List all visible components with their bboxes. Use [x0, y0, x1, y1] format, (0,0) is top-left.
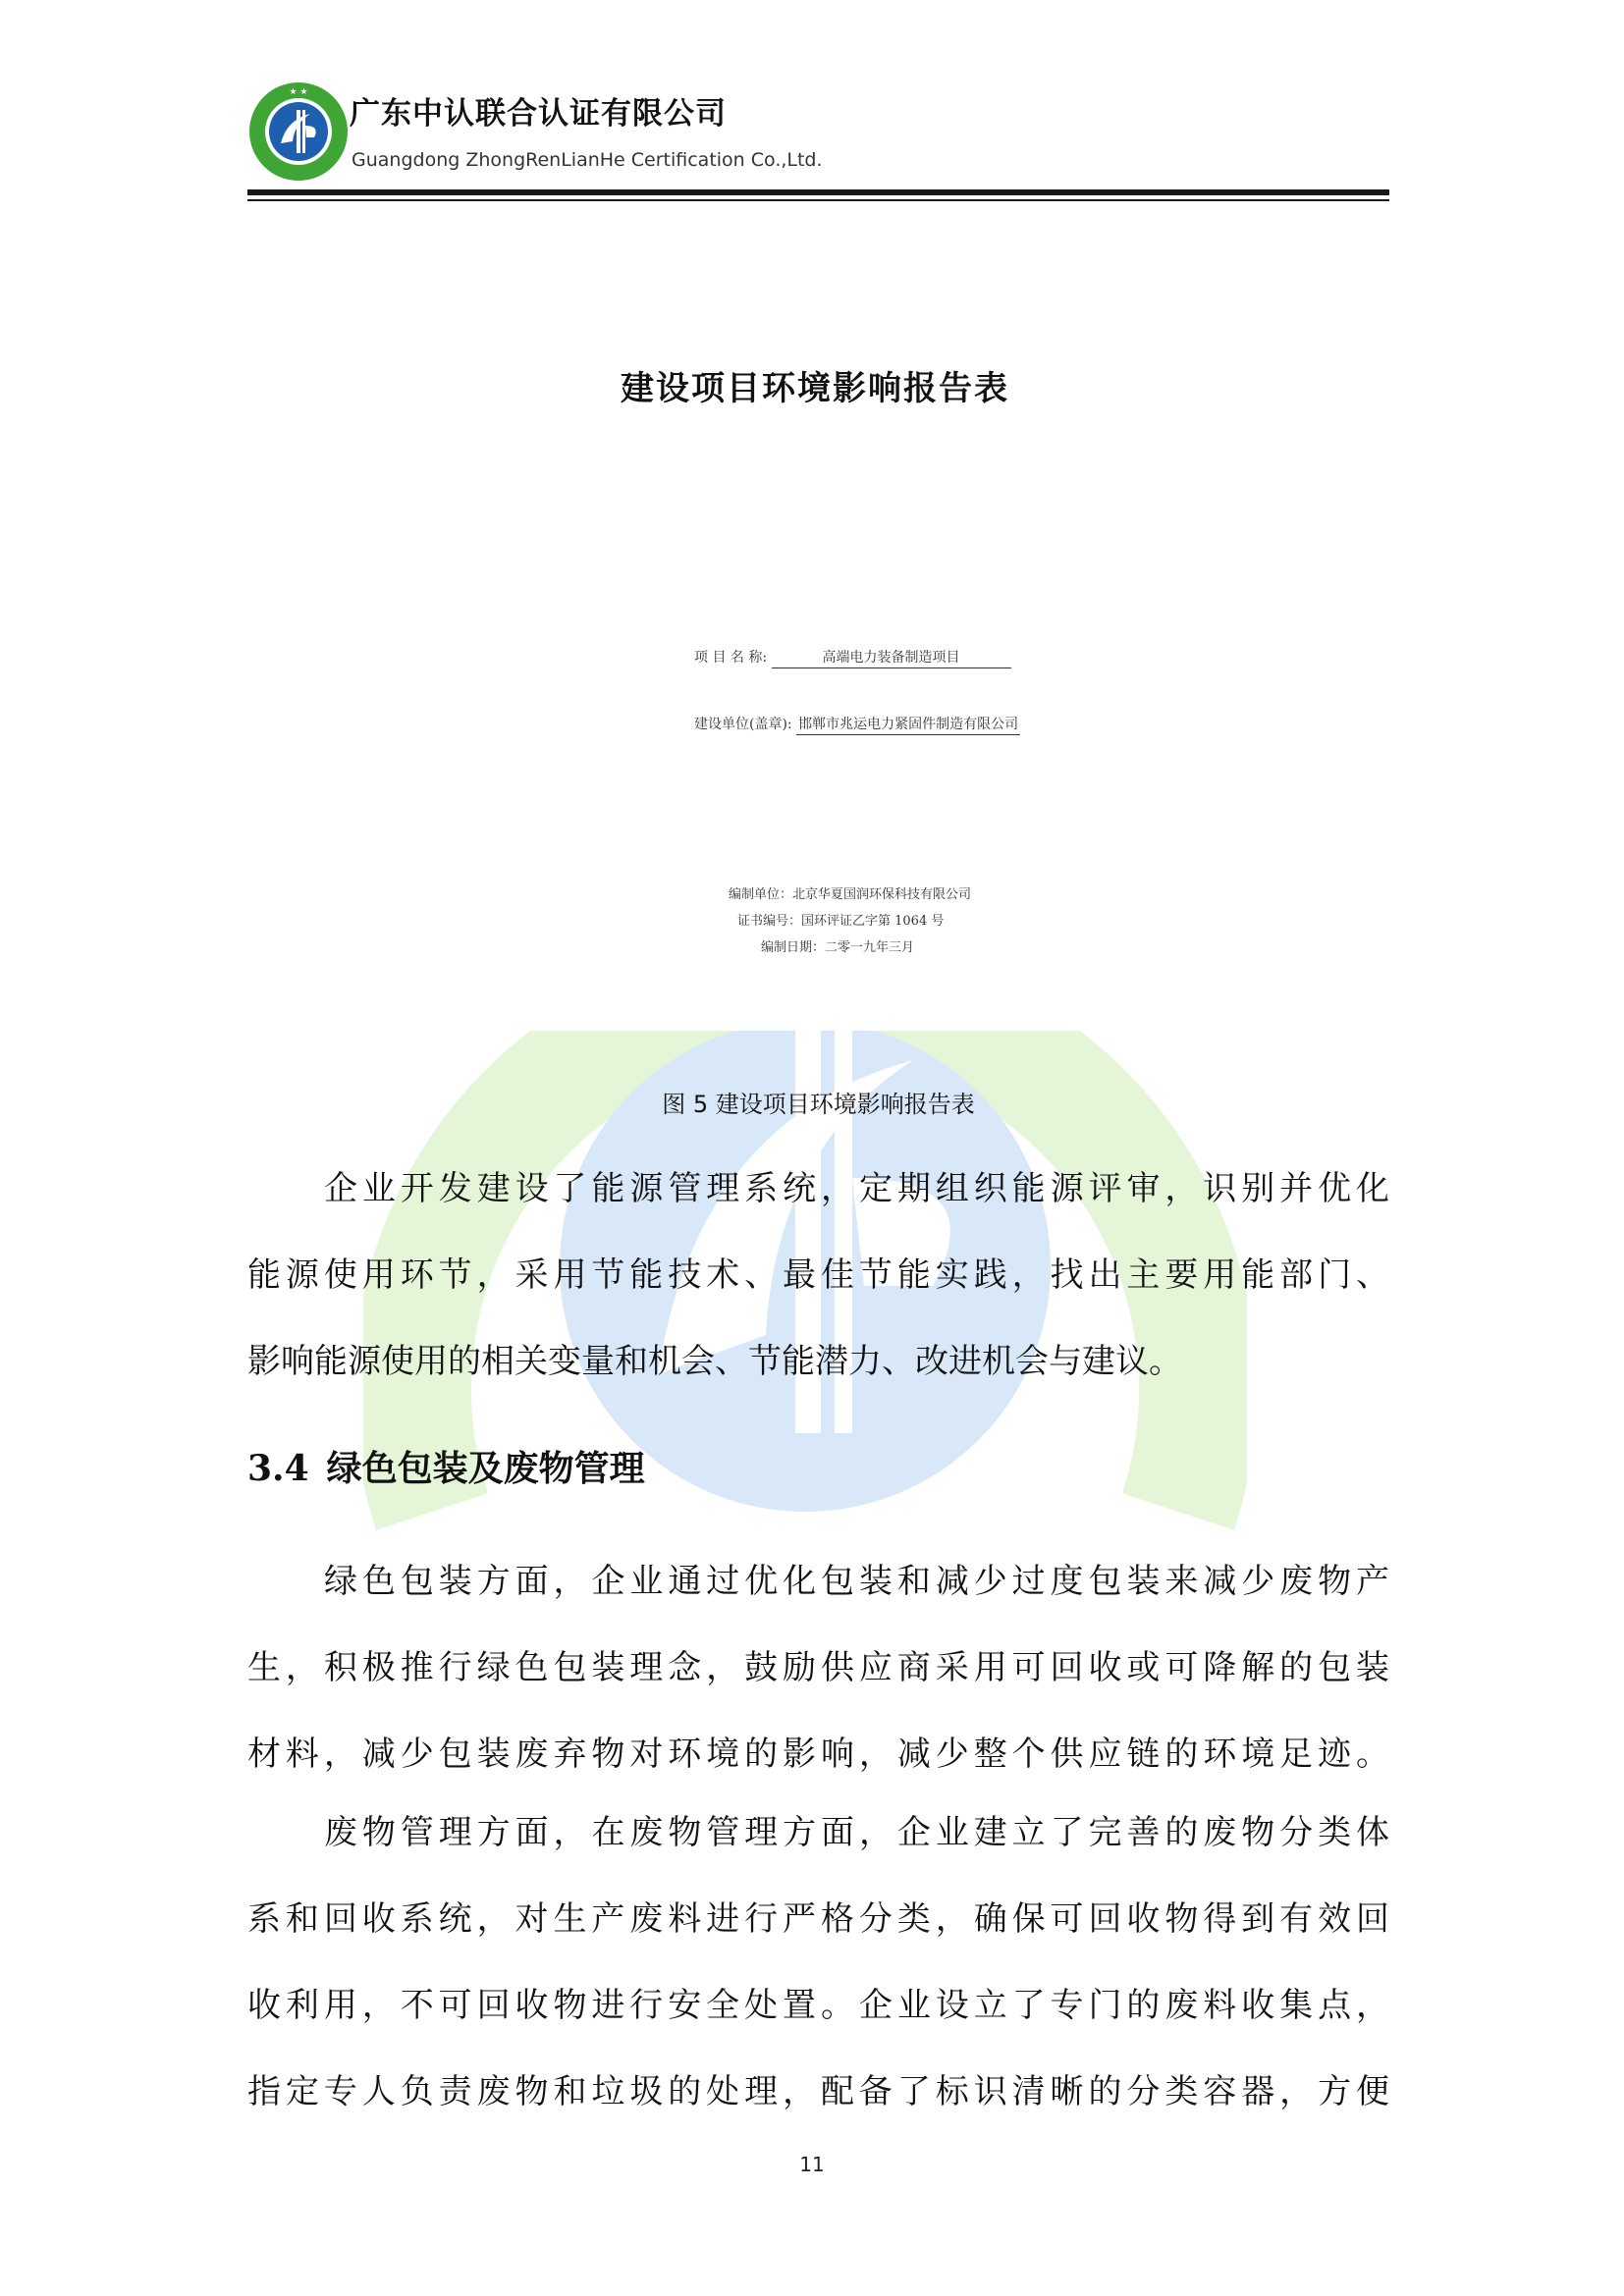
paragraph-line: 企业开发建设了能源管理系统，定期组织能源评审，识别并优化 [324, 1169, 1389, 1208]
header-rule-thin [247, 199, 1389, 201]
company-name-cn: 广东中认联合认证有限公司 [350, 96, 727, 132]
paragraph-energy-management [247, 1146, 1389, 1405]
paragraph-waste-management [247, 1789, 1389, 2135]
project-name-field [694, 647, 1011, 668]
compiler-line: 编制单位：北京华夏国润环保科技有限公司 [729, 887, 972, 902]
paragraph-green-packaging [247, 1538, 1389, 1797]
project-name-value: 高端电力装备制造项目 [772, 647, 1011, 668]
svg-text:★ ★: ★ ★ [289, 87, 308, 97]
figure-image [393, 236, 1237, 1031]
section-number: 3.4 [247, 1448, 309, 1489]
paragraph-line: 绿色包装方面，企业通过优化包装和减少过度包装来减少废物产 [324, 1562, 1389, 1601]
paragraph-line: 系和回收系统，对生产废料进行严格分类，确保可回收物得到有效回 [247, 1899, 1389, 1939]
figure-title: 建设项目环境影响报告表 [621, 369, 1009, 408]
paragraph-line: 废物管理方面，在废物管理方面，企业建立了完善的废物分类体 [324, 1813, 1389, 1852]
company-logo [247, 80, 350, 183]
paragraph-line: 生，积极推行绿色包装理念，鼓励供应商采用可回收或可降解的包装 [247, 1648, 1389, 1687]
construction-unit-label: 建设单位(盖章): [694, 717, 792, 732]
section-heading [247, 1441, 645, 1491]
paragraph-line: 能源使用环节，采用节能技术、最佳节能实践，找出主要用能部门、 [247, 1255, 1389, 1295]
paragraph-line: 收利用，不可回收物进行安全处置。企业设立了专门的废料收集点， [247, 1986, 1389, 2025]
construction-unit-value: 邯郸市兆运电力紧固件制造有限公司 [796, 714, 1020, 735]
construction-unit-field [694, 714, 1020, 735]
header-rule [247, 189, 1389, 195]
page-header [247, 80, 1389, 198]
company-name-en: Guangdong ZhongRenLianHe Certification Co.,Ltd. [352, 149, 823, 171]
project-name-label: 项 目 名 称: [694, 650, 768, 666]
paragraph-line: 指定专人负责废物和垃圾的处理，配备了标识清晰的分类容器，方便 [247, 2072, 1389, 2111]
date-line: 编制日期：二零一九年三月 [761, 940, 915, 955]
section-title: 绿色包装及废物管理 [326, 1448, 645, 1489]
paragraph-line: 影响能源使用的相关变量和机会、节能潜力、改进机会与建议。 [247, 1342, 1182, 1381]
page-number: 11 [799, 2153, 825, 2176]
certificate-line: 证书编号：国环评证乙字第 1064 号 [737, 914, 945, 929]
paragraph-line: 材料，减少包装废弃物对环境的影响，减少整个供应链的环境足迹。 [247, 1735, 1389, 1774]
figure-caption: 图 5 建设项目环境影响报告表 [662, 1091, 975, 1118]
